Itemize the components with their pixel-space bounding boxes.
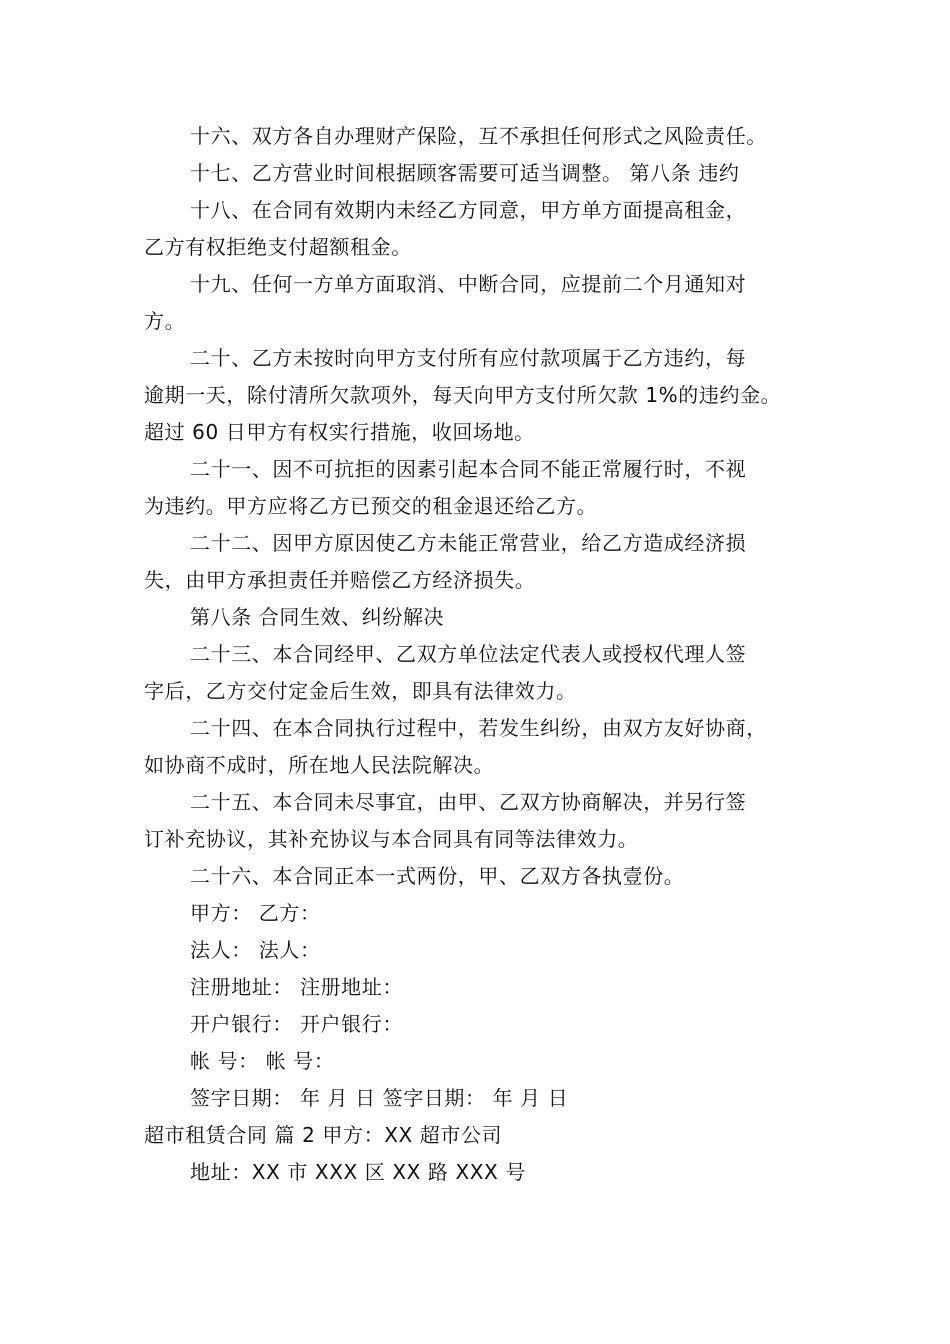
text-line: 二十四、在本合同执行过程中，若发生纠纷，由双方友好协商， bbox=[190, 716, 767, 740]
text-line: 二十一、因不可抗拒的因素引起本合同不能正常履行时，不视 bbox=[190, 457, 747, 481]
text-line: 如协商不成时，所在地人民法院解决。 bbox=[144, 753, 495, 777]
text-line: 为违约。甲方应将乙方已预交的租金退还给乙方。 bbox=[144, 494, 598, 518]
signature-legal-person-line: 法人： 法人： bbox=[190, 938, 321, 962]
contract-title-line: 超市租赁合同 篇 2 甲方：XX 超市公司 bbox=[144, 1123, 503, 1147]
text-line: 逾期一天，除付清所欠款项外，每天向甲方支付所欠款 1%的违约金。 bbox=[144, 383, 782, 407]
text-line: 二十五、本合同未尽事宜，由甲、乙双方协商解决，并另行签 bbox=[190, 790, 747, 814]
text-line: 乙方有权拒绝支付超额租金。 bbox=[144, 235, 412, 259]
text-line: 失，由甲方承担责任并赔偿乙方经济损失。 bbox=[144, 568, 536, 592]
document-body bbox=[144, 118, 834, 1191]
text-line: 十八、在合同有效期内未经乙方同意，甲方单方面提高租金， bbox=[190, 198, 747, 222]
text-line: 方。 bbox=[144, 309, 186, 333]
text-line: 十九、任何一方单方面取消、中断合同，应提前二个月通知对 bbox=[190, 272, 747, 296]
text-line: 二十二、因甲方原因使乙方未能正常营业，给乙方造成经济损 bbox=[190, 531, 747, 555]
text-line: 二十三、本合同经甲、乙双方单位法定代表人或授权代理人签 bbox=[190, 642, 747, 666]
signature-party-line: 甲方： 乙方： bbox=[190, 901, 321, 925]
address-line: 地址：XX 市 XXX 区 XX 路 XXX 号 bbox=[190, 1160, 526, 1184]
section-heading: 第八条 合同生效、纠纷解决 bbox=[190, 605, 445, 629]
text-line: 二十、乙方未按时向甲方支付所有应付款项属于乙方违约，每 bbox=[190, 346, 747, 370]
signature-address-line: 注册地址： 注册地址： bbox=[190, 975, 403, 999]
text-line: 订补充协议，其补充协议与本合同具有同等法律效力。 bbox=[144, 827, 639, 851]
text-line: 十六、双方各自办理财产保险，互不承担任何形式之风险责任。 bbox=[190, 124, 767, 148]
signature-bank-line: 开户银行： 开户银行： bbox=[190, 1012, 403, 1036]
text-line: 二十六、本合同正本一式两份，甲、乙双方各执壹份。 bbox=[190, 864, 685, 888]
text-line: 十七、乙方营业时间根据顾客需要可适当调整。 第八条 违约 bbox=[190, 161, 740, 185]
signature-date-line: 签字日期： 年 月 日 签字日期： 年 月 日 bbox=[190, 1086, 569, 1110]
text-line: 超过 60 日甲方有权实行措施，收回场地。 bbox=[144, 420, 535, 444]
text-line: 字后，乙方交付定金后生效，即具有法律效力。 bbox=[144, 679, 577, 703]
signature-account-line: 帐 号： 帐 号： bbox=[190, 1049, 335, 1073]
